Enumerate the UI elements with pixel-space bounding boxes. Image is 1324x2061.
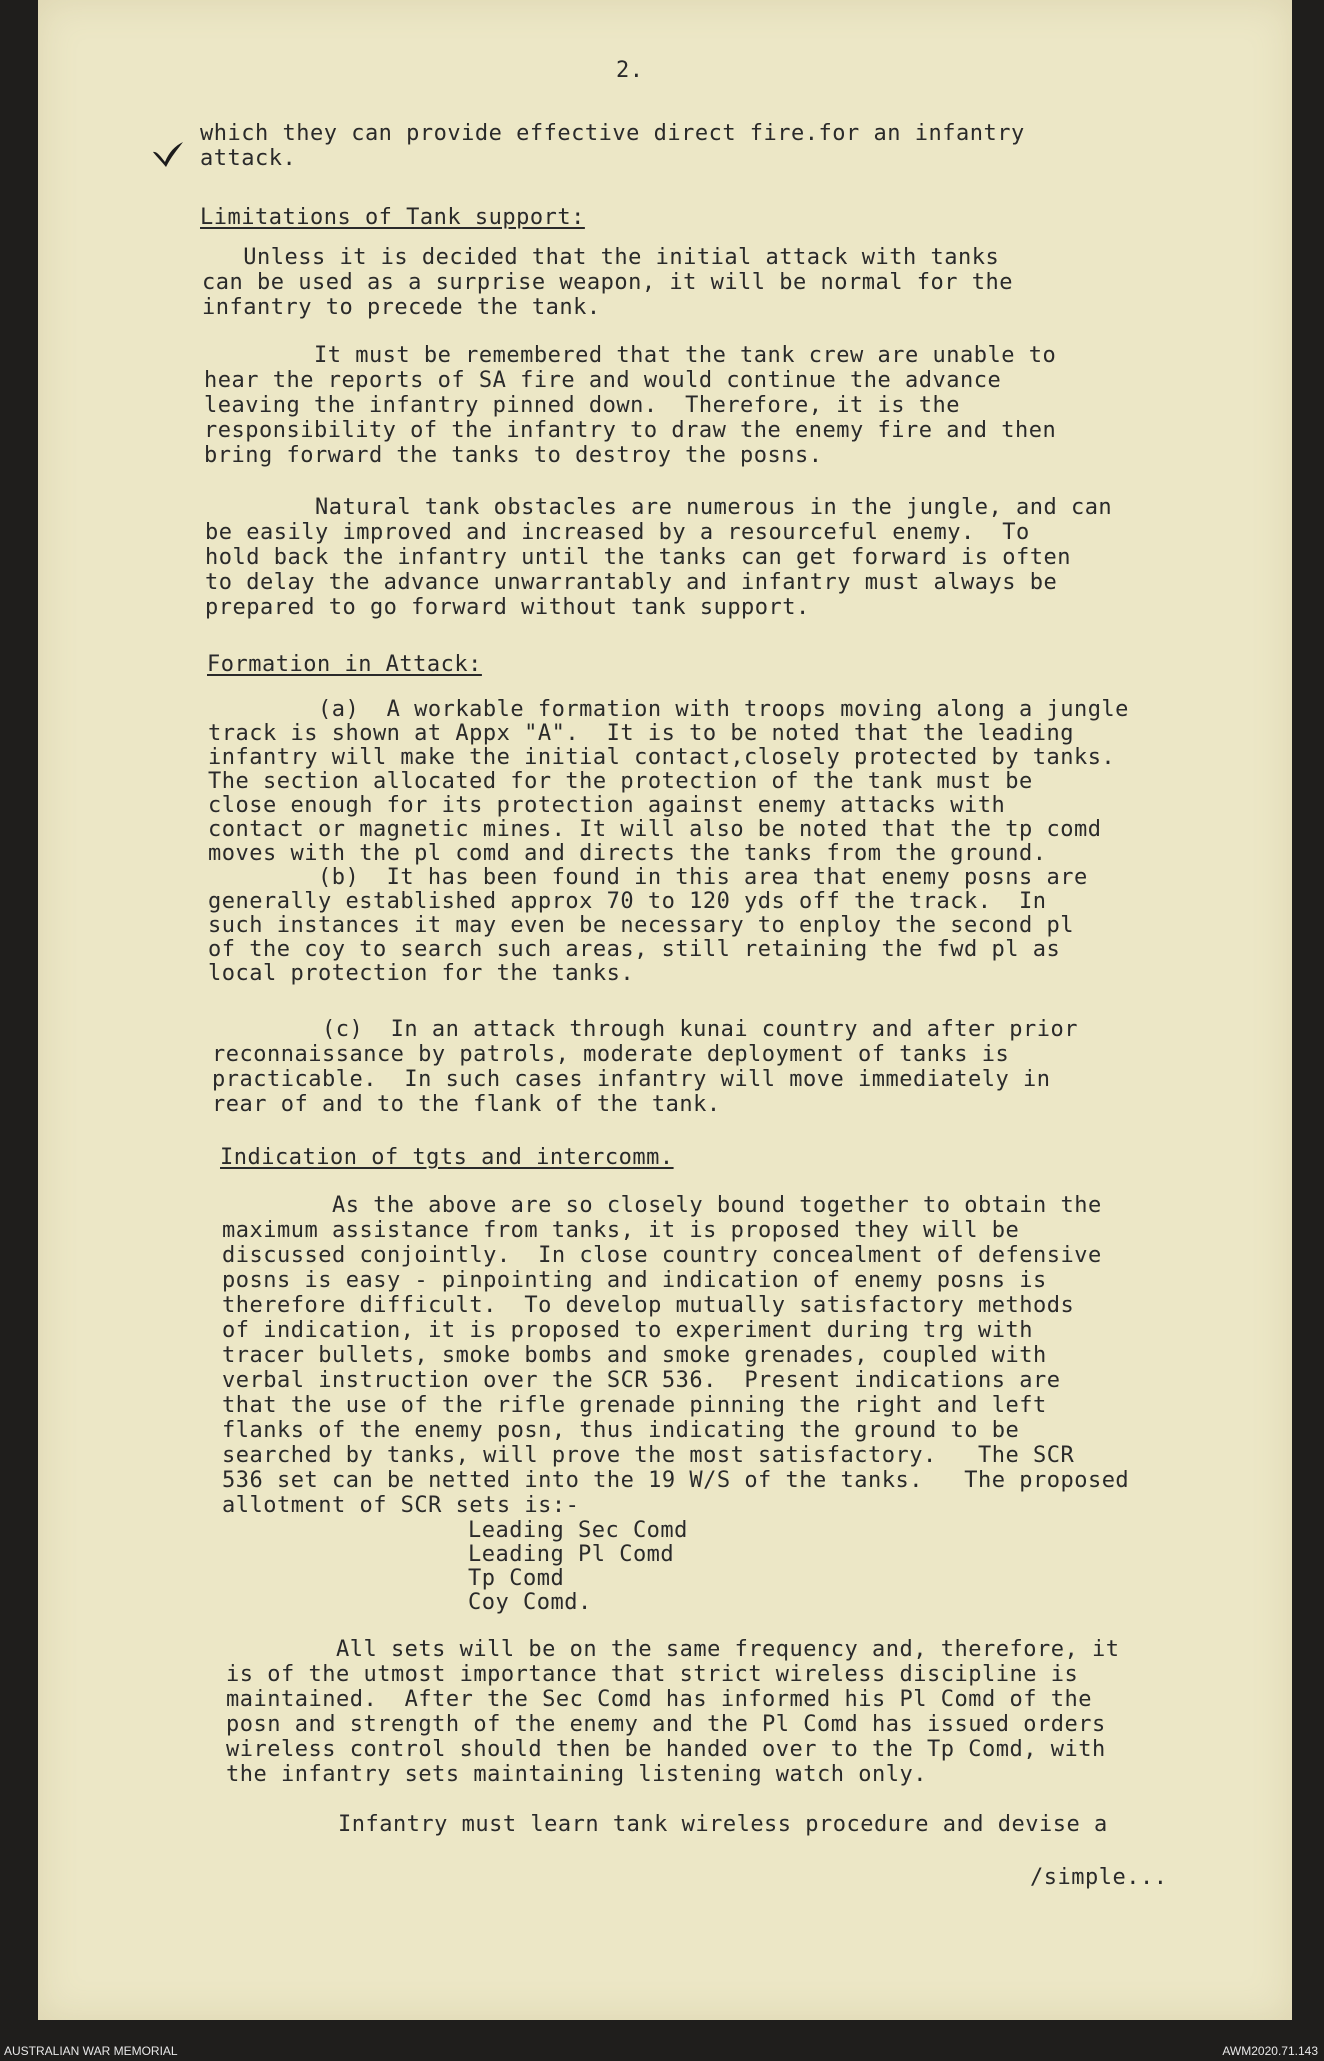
paragraph-line: track is shown at Appx "A". It is to be noted that the leading [208,721,1074,746]
paragraph-line: wireless control should then be handed over to the Tp Comd, with [226,1737,1106,1762]
paragraph-line: infantry will make the initial contact,closely protected by tanks. [208,745,1116,770]
paragraph-line: prepared to go forward without tank support. [205,595,810,620]
paragraph-line: generally established approx 70 to 120 yds off the track. In [208,889,1047,914]
footer-left-credit: AUSTRALIAN WAR MEMORIAL [4,2044,178,2058]
paragraph-line: is of the utmost importance that strict wireless discipline is [226,1662,1079,1687]
paragraph-line: leaving the infantry pinned down. Therefore, it is the [204,393,960,418]
paragraph-line: (a) A workable formation with troops moving along a jungle [208,697,1129,722]
paragraph-line: can be used as a surprise weapon, it will be normal for the [202,270,1013,295]
sets-list-item: Leading Pl Comd [468,1542,675,1567]
paragraph-line: discussed conjointly. In close country concealment of defensive [222,1243,1102,1268]
paragraph-line: Unless it is decided that the initial attack with tanks [202,245,1000,270]
paragraph-line: rear of and to the flank of the tank. [212,1092,721,1117]
paragraph-line: posns is easy - pinpointing and indication of enemy posns is [222,1268,1047,1293]
paragraph-line: practicable. In such cases infantry will move immediately in [212,1067,1051,1092]
paragraph-line: hear the reports of SA fire and would continue the advance [204,368,1002,393]
paragraph-line: such instances it may even be necessary to enploy the second pl [208,913,1074,938]
paragraph-line: that the use of the rifle grenade pinning the right and left [222,1393,1047,1418]
paragraph-line: maximum assistance from tanks, it is proposed they will be [222,1218,1020,1243]
paragraph-line: All sets will be on the same frequency and, therefore, it [226,1637,1120,1662]
section-heading-limitations: Limitations of Tank support: [200,205,585,230]
paragraph-line: bring forward the tanks to destroy the posns. [204,443,823,468]
paragraph-line: posn and strength of the enemy and the Pl Comd has issued orders [226,1712,1106,1737]
paragraph-line: Infantry must learn tank wireless procedure and devise a [228,1812,1108,1837]
paragraph-line: moves with the pl comd and directs the tanks from the ground. [208,841,1047,866]
paragraph-line: As the above are so closely bound together to obtain the [222,1193,1102,1218]
paragraph-line: close enough for its protection against enemy attacks with [208,793,1006,818]
page-number: 2. [616,58,644,83]
paragraph-line: It must be remembered that the tank crew are unable to [204,343,1057,368]
paragraph-line: 536 set can be netted into the 19 W/S of the tanks. The proposed [222,1468,1130,1493]
sets-list-item: Coy Comd. [468,1590,592,1615]
sets-list-item: Leading Sec Comd [468,1518,688,1543]
paragraph-line: hold back the infantry until the tanks can get forward is often [205,545,1071,570]
paragraph-line: local protection for the tanks. [208,961,635,986]
paragraph-line: Natural tank obstacles are numerous in the jungle, and can [205,495,1113,520]
footer-right-accession: AWM2020.71.143 [1222,2044,1318,2058]
section-heading-indication: Indication of tgts and intercomm. [220,1145,674,1170]
paragraph-line: allotment of SCR sets is:- [222,1493,580,1518]
paragraph-line: maintained. After the Sec Comd has informed his Pl Comd of the [226,1687,1092,1712]
paragraph-line: which they can provide effective direct fire.for an infantry [200,121,1025,146]
paragraph-line: responsibility of the infantry to draw the enemy fire and then [204,418,1057,443]
paragraph-line: flanks of the enemy posn, thus indicating the ground to be [222,1418,1020,1443]
paragraph-line: (c) In an attack through kunai country and after prior [212,1017,1078,1042]
paragraph-line: (b) It has been found in this area that enemy posns are [208,865,1088,890]
paragraph-line: therefore difficult. To develop mutually satisfactory methods [222,1293,1075,1318]
paragraph-line: the infantry sets maintaining listening watch only. [226,1762,928,1787]
paragraph-line: tracer bullets, smoke bombs and smoke grenades, coupled with [222,1343,1047,1368]
paragraph-line: infantry to precede the tank. [202,295,601,320]
paragraph-line: of the coy to search such areas, still retaining the fwd pl as [208,937,1061,962]
paragraph-line: contact or magnetic mines. It will also be noted that the tp comd [208,817,1102,842]
checkmark-icon [151,140,185,168]
continuation-word: /simple... [1030,1865,1168,1890]
paragraph-line: be easily improved and increased by a resourceful enemy. To [205,520,1030,545]
paragraph-line: of indication, it is proposed to experiment during trg with [222,1318,1033,1343]
paragraph-line: verbal instruction over the SCR 536. Present indications are [222,1368,1061,1393]
paragraph-line: searched by tanks, will prove the most satisfactory. The SCR [222,1443,1075,1468]
sets-list-item: Tp Comd [468,1566,565,1591]
paragraph-line: attack. [200,146,297,171]
paragraph-line: to delay the advance unwarrantably and infantry must always be [205,570,1058,595]
paragraph-line: reconnaissance by patrols, moderate deployment of tanks is [212,1042,1010,1067]
section-heading-formation: Formation in Attack: [207,652,482,677]
paragraph-line: The section allocated for the protection of the tank must be [208,769,1033,794]
